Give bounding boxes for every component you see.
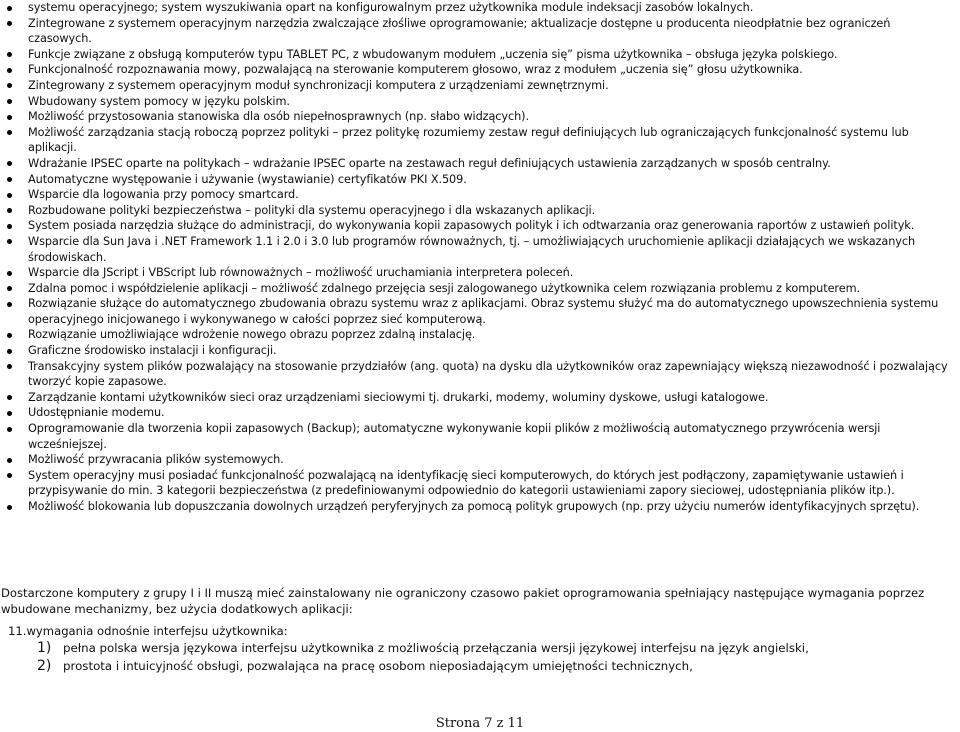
item-text: prostota i intuicyjność obsługi, pozwalająca na pracę osobom nieposiadającym umiejętności technicznych, xyxy=(63,659,693,673)
list-item: Wsparcie dla JScript i VBScript lub równoważnych – możliwość uruchamiania interpretera poleceń. xyxy=(0,265,960,281)
bullet-icon xyxy=(7,99,12,104)
list-item: Rozbudowane polityki bezpieczeństwa – polityki dla systemu operacyjnego i dla wskazanych aplikacji. xyxy=(0,203,960,219)
list-item: Zintegrowany z systemem operacyjnym moduł synchronizacji komputera z urządzeniami zewnętrznymi. xyxy=(0,78,960,94)
bullet-icon xyxy=(7,21,12,26)
list-item: Zarządzanie kontami użytkowników sieci oraz urządzeniami sieciowymi tj. drukarki, modemy, woluminy dyskowe, usługi katalogowe. xyxy=(0,390,960,406)
list-item: Wbudowany system pomocy w języku polskim. xyxy=(0,94,960,110)
list-item: Możliwość przywracania plików systemowych. xyxy=(0,452,960,468)
list-item: Możliwość przystosowania stanowiska dla osób niepełnosprawnych (np. słabo widzących). xyxy=(0,109,960,125)
bullet-icon xyxy=(7,83,12,88)
bullet-icon xyxy=(7,6,12,11)
bullet-icon xyxy=(7,161,12,166)
list-item: System operacyjny musi posiadać funkcjonalność pozwalającą na identyfikację sieci komputerowych, do których jest podłączony, zapamiętywanie ustawień i przypisywanie do min. 3 kategorii bezpieczeństwa (z predefiniowanymi odpowiednio do kategorii ustawieniami zapory sieciowej, udostępniania plików itp.). xyxy=(0,468,960,499)
list-item: Zintegrowane z systemem operacyjnym narzędzia zwalczające złośliwe oprogramowanie; aktualizacje dostępne u producenta nieodpłatnie bez ograniczeń czasowych. xyxy=(0,16,960,47)
bullet-icon xyxy=(7,458,12,463)
bullet-icon xyxy=(7,224,12,229)
bullet-icon xyxy=(7,395,12,400)
bullet-icon xyxy=(7,208,12,213)
bullet-icon xyxy=(7,68,12,73)
list-item: Wsparcie dla Sun Java i .NET Framework 1.1 i 2.0 i 3.0 lub programów równoważnych, tj. – umożliwiających uruchomienie aplikacji działających we wskazanych środowiskach. xyxy=(0,234,960,265)
list-item: Transakcyjny system plików pozwalający na stosowanie przydziałów (ang. quota) na dysku dla użytkowników oraz zapewniający większą niezawodność i pozwalający tworzyć kopie zapasowe. xyxy=(0,359,960,390)
list-item: Automatyczne występowanie i używanie (wystawianie) certyfikatów PKI X.509. xyxy=(0,172,960,188)
item-number: 1) xyxy=(37,640,52,656)
bullet-icon xyxy=(7,177,12,182)
bullet-icon xyxy=(7,473,12,478)
page-footer: Strona 7 z 11 xyxy=(435,716,525,731)
bullet-icon xyxy=(7,52,12,57)
section-heading xyxy=(8,624,288,638)
bullet-icon xyxy=(7,193,12,198)
list-item: Rozwiązanie służące do automatycznego zbudowania obrazu systemu wraz z aplikacjami. Obraz systemu służyć ma do automatycznego upowszechnienia systemu operacyjnego inicjowanego i wykonywanego w całości poprzez sieć komputerową. xyxy=(0,296,960,327)
list-item: System posiada narzędzia służące do administracji, do wykonywania kopii zapasowych polityk i ich odtwarzania oraz generowania raportów z ustawień polityk. xyxy=(0,218,960,234)
bullet-icon xyxy=(7,115,12,120)
list-item: Wdrażanie IPSEC oparte na politykach – wdrażanie IPSEC oparte na zestawach reguł definiujących ustawienia zarządzanych w sposób centralny. xyxy=(0,156,960,172)
list-item: Zdalna pomoc i współdzielenie aplikacji – możliwość zdalnego przejęcia sesji zalogowanego użytkownika celem rozwiązania problemu z komputerem. xyxy=(0,281,960,297)
list-item: Graficzne środowisko instalacji i konfiguracji. xyxy=(0,343,960,359)
section-title: wymagania odnośnie interfejsu użytkownika: xyxy=(26,624,288,638)
list-item: Oprogramowanie dla tworzenia kopii zapasowych (Backup); automatyczne wykonywanie kopii plików z możliwością automatycznego przywrócenia wersji wcześniejszej. xyxy=(0,421,960,452)
bullet-icon xyxy=(7,505,12,510)
bullet-icon xyxy=(7,271,12,276)
list-item: Możliwość blokowania lub dopuszczania dowolnych urządzeń peryferyjnych za pomocą polityk grupowych (np. przy użyciu numerów identyfikacyjnych sprzętu). xyxy=(0,499,960,515)
list-item: Funkcjonalność rozpoznawania mowy, pozwalającą na sterowanie komputerem głosowo, wraz z modułem „uczenia się” głosu użytkownika. xyxy=(0,62,960,78)
bullet-icon xyxy=(7,239,12,244)
list-item: Rozwiązanie umożliwiające wdrożenie nowego obrazu poprzez zdalną instalację. xyxy=(0,327,960,343)
list-item: Funkcje związane z obsługą komputerów typu TABLET PC, z wbudowanym modułem „uczenia się” pisma użytkownika – obsługa języka polskiego. xyxy=(0,47,960,63)
item-number: 2) xyxy=(37,658,52,674)
bullet-icon xyxy=(7,302,12,307)
bullet-icon xyxy=(7,349,12,354)
bullet-icon xyxy=(7,130,12,135)
bullet-icon xyxy=(7,427,12,432)
body-paragraph: Dostarczone komputery z grupy I i II muszą mieć zainstalowany nie ograniczony czasowo pakiet oprogramowania spełniający następujące wymagania poprzez wbudowane mechanizmy, bez użycia dodatkowych aplikacji: xyxy=(1,586,925,616)
bullet-icon xyxy=(7,364,12,369)
numbered-item xyxy=(37,640,809,656)
bullet-icon xyxy=(7,286,12,291)
section-number: 11. xyxy=(8,624,27,638)
bullet-icon xyxy=(7,411,12,416)
item-text: pełna polska wersja językowa interfejsu użytkownika z możliwością przełączania wersji językowej interfejsu na język angielski, xyxy=(63,641,809,655)
bullet-icon xyxy=(7,333,12,338)
numbered-item xyxy=(37,658,693,674)
list-item: Możliwość zarządzania stacją roboczą poprzez polityki – przez politykę rozumiemy zestaw reguł definiujących lub ograniczających funkcjonalność systemu lub aplikacji. xyxy=(0,125,960,156)
list-item: Wsparcie dla logowania przy pomocy smartcard. xyxy=(0,187,960,203)
list-item: systemu operacyjnego; system wyszukiwania opart na konfigurowalnym przez użytkownika module indeksacji zasobów lokalnych. xyxy=(0,0,960,16)
list-item: Udostępnianie modemu. xyxy=(0,405,960,421)
